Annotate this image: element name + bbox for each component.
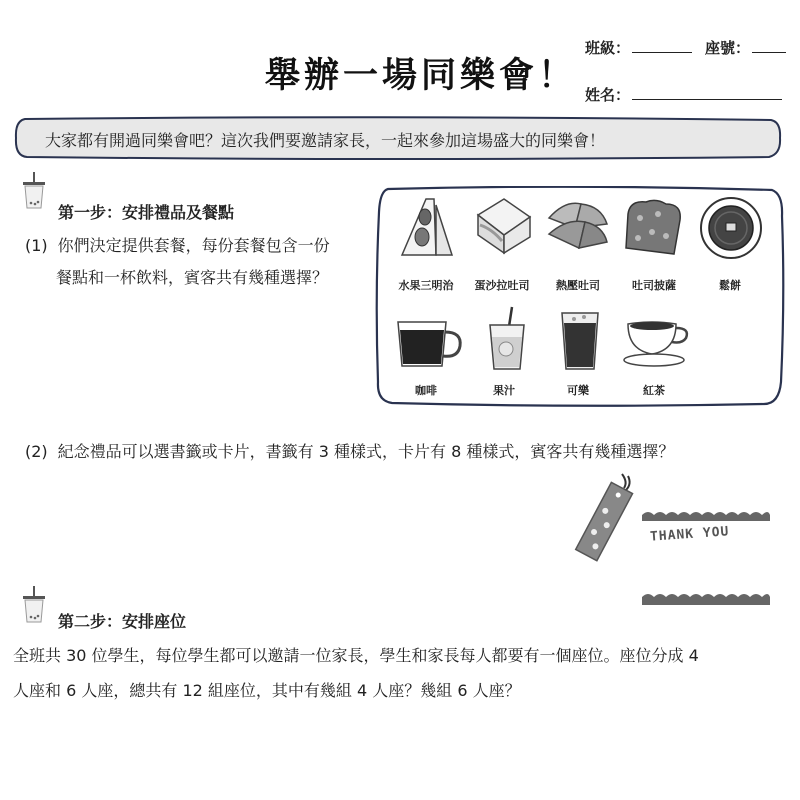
fruit-sandwich-icon xyxy=(396,195,456,259)
drink-label-juice: 果汁 xyxy=(493,384,515,397)
black-tea-icon xyxy=(622,316,692,368)
food-label-egg-salad-toast: 蛋沙拉吐司 xyxy=(474,279,530,292)
drink-label-black-tea: 紅茶 xyxy=(643,384,665,397)
thank-you-card xyxy=(640,507,772,611)
question-2-number: (2) xyxy=(25,442,48,461)
step2-text-line1: 全班共 30 位學生，每位學生都可以邀請一位家長，學生和家長每人都要有一個座位。座位分成 4 xyxy=(13,646,699,665)
seat-field xyxy=(705,37,786,58)
pressed-toast-icon xyxy=(545,198,611,256)
juice-icon xyxy=(484,305,530,373)
seat-label: 座號： xyxy=(705,39,751,57)
step1-title: 第一步：安排禮品及餐點 xyxy=(58,203,235,222)
step2-title: 第二步：安排座位 xyxy=(58,612,187,631)
food-label-pancake: 鬆餅 xyxy=(719,279,741,292)
name-label: 姓名： xyxy=(585,86,631,104)
question-1-text-1: 你們決定提供套餐，每份套餐包含一份 xyxy=(57,236,330,255)
toast-pizza-icon xyxy=(622,196,688,258)
food-label-toast-pizza: 吐司披薩 xyxy=(632,279,676,292)
class-field xyxy=(585,37,692,58)
name-blank[interactable] xyxy=(632,85,782,100)
food-label-pressed-toast: 熱壓吐司 xyxy=(556,279,600,292)
thank-you-text: THANK YOU xyxy=(649,524,730,545)
bookmark-icon xyxy=(570,472,640,564)
question-1-text-2: 餐點和一杯飲料，賓客共有幾種選擇？ xyxy=(56,268,329,287)
food-label-fruit-sandwich: 水果三明治 xyxy=(398,279,454,292)
question-1-line1 xyxy=(25,233,330,256)
pancake-icon xyxy=(698,197,764,259)
step2-text-line2: 人座和 6 人座，總共有 12 組座位，其中有幾組 4 人座？幾組 6 人座？ xyxy=(13,681,521,700)
egg-salad-toast-icon xyxy=(470,195,534,259)
question-2-text: 紀念禮品可以選書籤或卡片，書籤有 3 種樣式，卡片有 8 種樣式，賓客共有幾種選擇？ xyxy=(57,442,675,461)
question-1-number: (1) xyxy=(25,236,48,255)
drink-label-coffee: 咖啡 xyxy=(415,384,437,397)
question-2 xyxy=(25,439,674,462)
coffee-icon xyxy=(394,318,466,370)
seat-blank[interactable] xyxy=(752,38,786,53)
class-label: 班級： xyxy=(585,39,631,57)
bubble-tea-icon xyxy=(20,172,48,210)
page-title: 舉辦一場同樂會！ xyxy=(265,56,578,96)
cola-icon xyxy=(556,309,604,373)
drink-label-cola: 可樂 xyxy=(567,384,589,397)
name-field xyxy=(585,84,782,105)
bubble-tea-icon-2 xyxy=(20,586,48,624)
class-blank[interactable] xyxy=(632,38,692,53)
intro-text: 大家都有開過同樂會吧？這次我們要邀請家長，一起來參加這場盛大的同樂會！ xyxy=(45,131,606,150)
